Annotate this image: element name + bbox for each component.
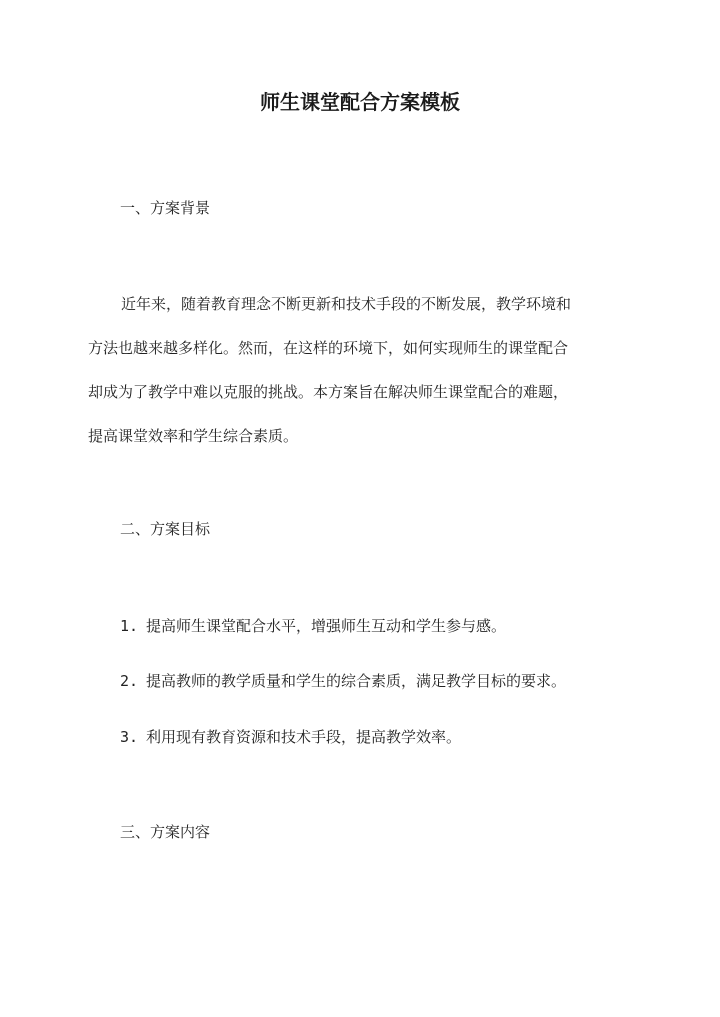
section-heading-background: 一、方案背景: [120, 199, 211, 217]
goal-text: 利用现有教育资源和技术手段，提高教学效率。: [146, 728, 462, 746]
goal-list-item: [120, 669, 566, 693]
paragraph-line: 方法也越来越多样化。然而，在这样的环境下，如何实现师生的课堂配合: [88, 339, 569, 357]
document-title: 师生课堂配合方案模板: [260, 90, 460, 114]
goal-text: 提高教师的教学质量和学生的综合素质，满足教学目标的要求。: [146, 672, 567, 690]
section-heading-content: 三、方案内容: [120, 823, 211, 841]
goal-number: 1.: [120, 617, 139, 635]
paragraph-line: 近年来，随着教育理念不断更新和技术手段的不断发展，教学环境和: [121, 295, 572, 313]
goal-list-item: [120, 614, 506, 638]
goal-number: 3.: [120, 728, 139, 746]
goal-text: 提高师生课堂配合水平，增强师生互动和学生参与感。: [146, 617, 507, 635]
paragraph-line: 提高课堂效率和学生综合素质。: [88, 427, 299, 445]
section-heading-goals: 二、方案目标: [120, 520, 211, 538]
paragraph-line: 却成为了教学中难以克服的挑战。本方案旨在解决师生课堂配合的难题，: [88, 383, 569, 401]
goal-list-item: [120, 725, 461, 749]
goal-number: 2.: [120, 672, 139, 690]
background-paragraph: [88, 282, 648, 458]
